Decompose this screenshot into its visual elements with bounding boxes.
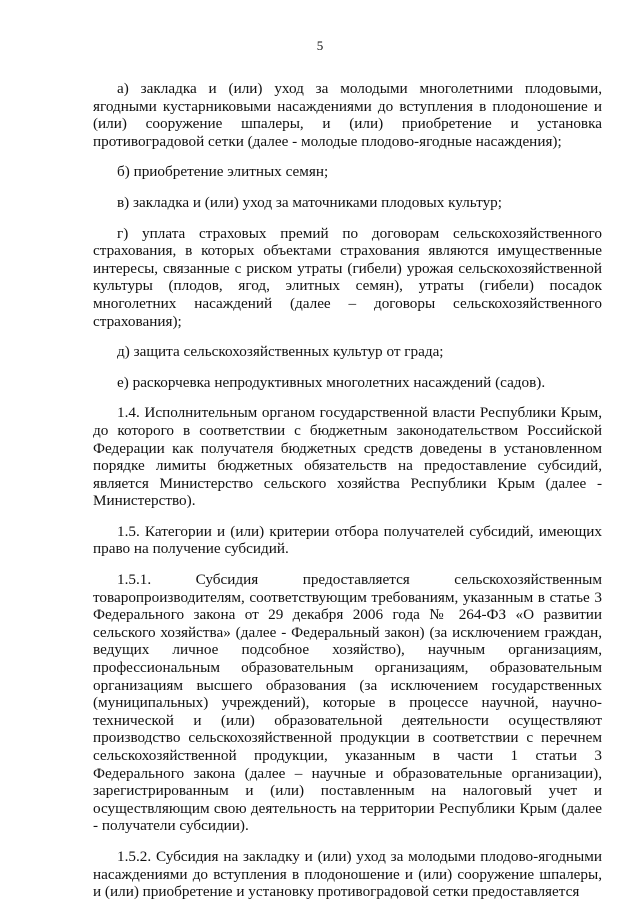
paragraph-1-5-1: 1.5.1. Субсидия предоставляется сельскохозяйственным товаропроизводителям, соответствующим требованиям, указанным в статье 3 Федерального закона от 29 декабря 2006 года № 264-ФЗ «О развитии сельского хозяйства» (далее - Федеральный закон) (за исключением граждан, ведущих личное подсобное хозяйство), научным организациям, профессиональным образовательным организациям, образовательным организациям высшего образования (за исключением государственных (муниципальных) учреждений), которые в процессе научной, научно-технической и (или) образовательной деятельности осуществляют производство сельскохозяйственной продукции в соответствии с перечнем сельскохозяйственной продукции, указанным в части 1 статьи 3 Федерального закона (далее – научные и образовательные организации), зарегистрированным и (или) поставленным на налоговый учет и осуществляющим свою деятельность на территории Республики Крым (далее - получатели субсидии). [93,571,602,835]
paragraph-d: д) защита сельскохозяйственных культур от града; [117,343,444,361]
page-number: 5 [316,38,324,53]
document-body [93,80,602,901]
paragraph-1-4: 1.4. Исполнительным органом государственной власти Республики Крым, до которого в соответствии с бюджетным законодательством Российской Федерации как получателя бюджетных средств доведены в установленном порядке лимиты бюджетных обязательств на предоставление субсидий, является Министерство сельского хозяйства Республики Крым (далее - Министерство). [93,404,602,510]
paragraph-e: е) раскорчевка непродуктивных многолетних насаждений (садов). [117,373,546,391]
paragraph-v: в) закладка и (или) уход за маточниками плодовых культур; [117,193,502,211]
paragraph-1-5-2: 1.5.2. Субсидия на закладку и (или) уход за молодыми плодово-ягодными насаждениями до вступления в плодоношение и (или) сооружение шпалеры, и (или) приобретение и установку противоградовой сетки предоставляется [93,847,602,901]
paragraph-g: г) уплата страховых премий по договорам сельскохозяйственного страхования, в которых объектами страхования являются имущественные интересы, связанные с риском утраты (гибели) урожая сельскохозяйственной культуры (плодов, ягод, элитных семян), утраты (гибели) посадок многолетних насаждений (далее – договоры сельскохозяйственного страхования); [93,224,602,330]
paragraph-b: б) приобретение элитных семян; [117,163,329,181]
paragraph-a: а) закладка и (или) уход за молодыми многолетними плодовыми, ягодными кустарниковыми насаждениями до вступления в плодоношение и (или) сооружение шпалеры, и (или) приобретение и установка противоградовой сетки (далее - молодые плодово-ягодные насаждения); [93,80,602,150]
paragraph-1-5: 1.5. Категории и (или) критерии отбора получателей субсидий, имеющих право на получение субсидий. [93,522,602,558]
